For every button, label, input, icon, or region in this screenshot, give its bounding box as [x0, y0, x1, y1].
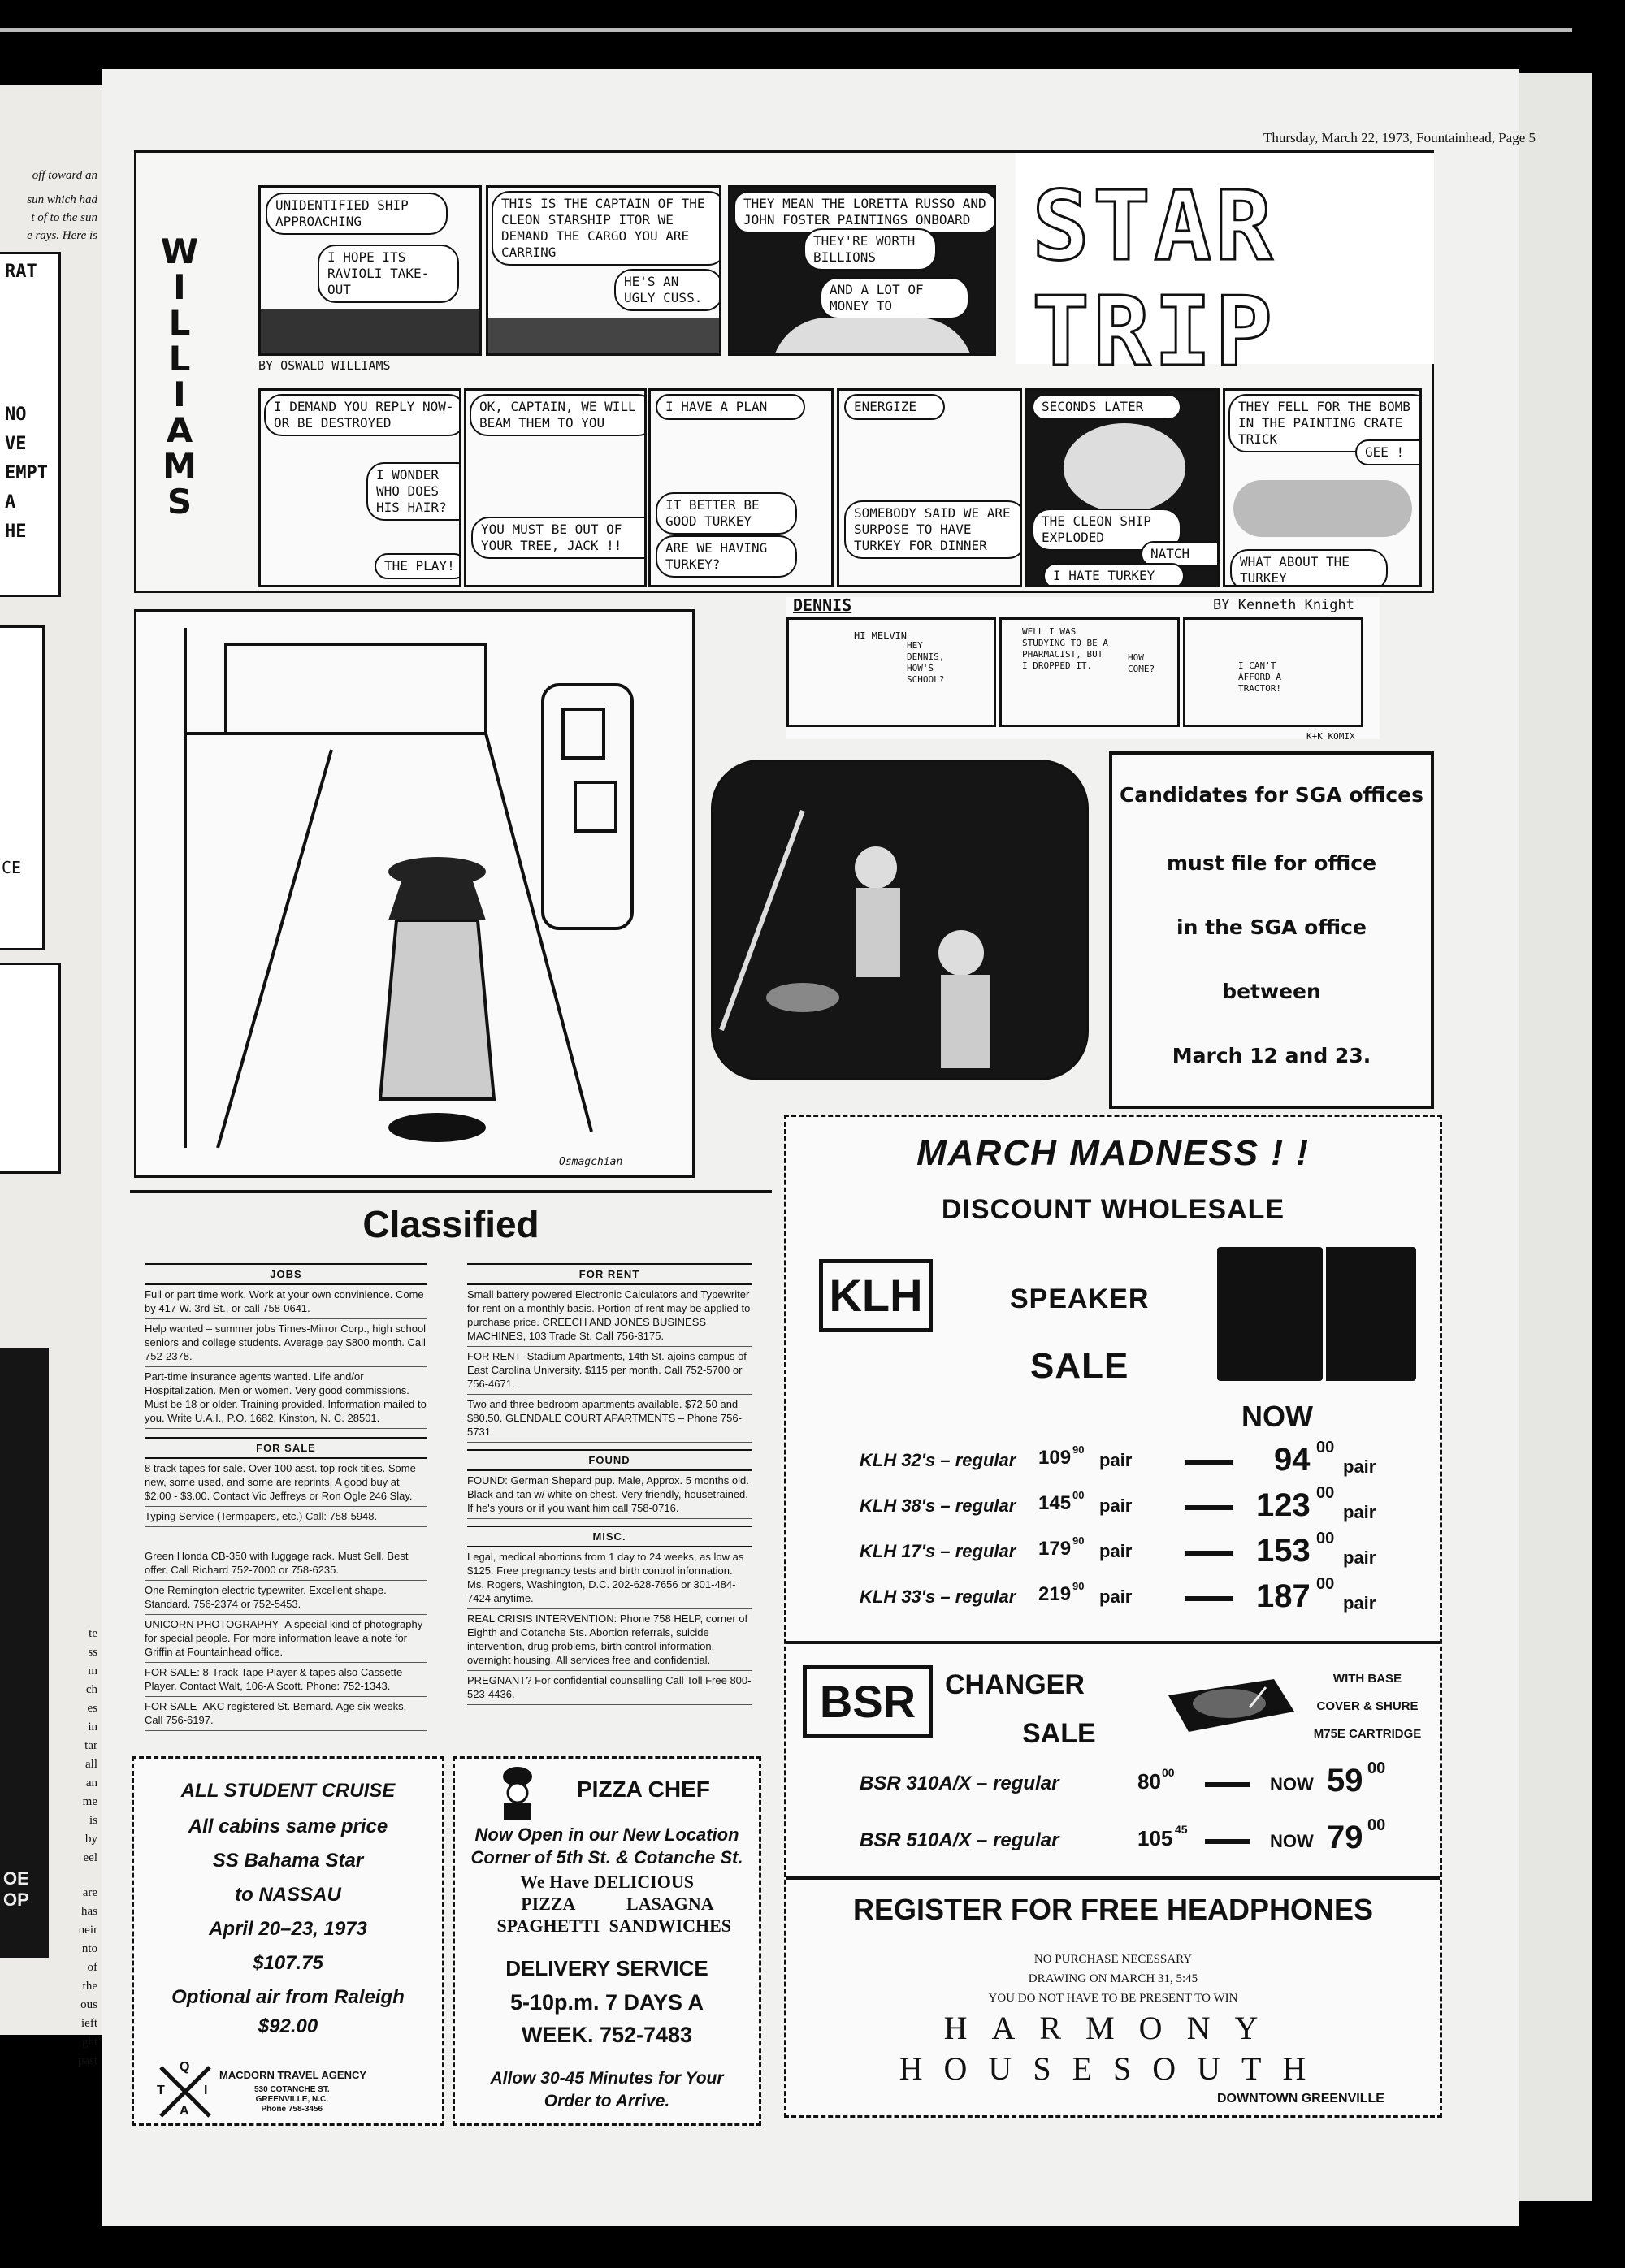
travel-agency-name: MACDORN TRAVEL AGENCY: [219, 2069, 367, 2081]
changer-sale-label: SALE: [1022, 1718, 1096, 1749]
bsr-row: BSR 510A/X – regular 105 45 NOW 79 00: [860, 1816, 1386, 1855]
left-comic-fragment: RAT NO VE EMPT A HE: [0, 252, 61, 597]
astronaut-drawing: [713, 762, 1087, 1079]
ad-divider-2: [786, 1876, 1440, 1880]
now-label: NOW: [1242, 1400, 1313, 1433]
star-trip-byline: BY OSWALD WILLIAMS: [258, 358, 391, 373]
page-header: Thursday, March 22, 1973, Fountainhead, Page 5: [1263, 130, 1536, 145]
travel-agency-address: 530 COTANCHE ST. GREENVILLE, N.C. Phone 758-3456: [254, 2085, 330, 2114]
klh-row: KLH 32's – regular 109 90 pair 94 00 pair: [860, 1439, 1376, 1478]
williams-vertical-title: W I L L I A M S: [160, 232, 199, 522]
star-trip-panel-2: THIS IS THE CAPTAIN OF THE CLEON STARSHIP ITOR WE DEMAND THE CARGO YOU ARE CARRING HE'S AN UGLY CUSS.: [486, 185, 722, 356]
dennis-title: DENNIS: [793, 595, 852, 615]
speaker-icon: [1217, 1247, 1323, 1381]
pizza-menu: PIZZA LASAGNA SPAGHETTI SANDWICHES: [496, 1894, 731, 1936]
march-madness-title: MARCH MADNESS ! !: [916, 1133, 1310, 1173]
march-madness-ad: [784, 1115, 1442, 2118]
star-trip-panel-5: OK, CAPTAIN, WE WILL BEAM THEM TO YOU YOU MUST BE OUT OF YOUR TREE, JACK !!: [464, 388, 647, 587]
discount-wholesale: DISCOUNT WHOLESALE: [941, 1194, 1285, 1225]
star-trip-panel-8: SECONDS LATER THE CLEON SHIP EXPLODED NATCH I HATE TURKEY: [1025, 388, 1220, 587]
bsr-price-list: [786, 1759, 1440, 1876]
street-illustration-drawing: [136, 612, 692, 1175]
dennis-panel-3: I CAN'T AFFORD A TRACTOR!: [1183, 617, 1363, 727]
ad-divider: [786, 1641, 1440, 1644]
astronaut-illustration: [711, 760, 1089, 1080]
dennis-credit: K+K KOMIX: [1306, 731, 1355, 742]
left-dark-ad: OE OP: [0, 1348, 49, 1958]
left-comic-fragment-2: CE: [0, 625, 45, 950]
next-page-strip: [1519, 73, 1592, 2201]
sga-notice: Candidates for SGA offices must file for office in the SGA office between March 12 and 23.: [1109, 751, 1434, 1109]
bsr-row: BSR 310A/X – regular 80 00 NOW 59 00: [860, 1759, 1386, 1798]
speaker-label: SPEAKER: [1010, 1283, 1150, 1314]
bsr-logo: BSR: [803, 1665, 933, 1738]
dennis-comic: [786, 595, 1380, 742]
fine-print: NO PURCHASE NECESSARY DRAWING ON MARCH 31, 5:45 YOU DO NOT HAVE TO BE PRESENT TO WIN: [988, 1953, 1238, 2005]
top-rule: [0, 28, 1572, 32]
register-headline: REGISTER FOR FREE HEADPHONES: [852, 1893, 1374, 1926]
star-trip-panel-4: I DEMAND YOU REPLY NOW-OR BE DESTROYED I WONDER WHO DOES HIS HAIR? THE PLAY!: [258, 388, 462, 587]
klh-row: KLH 17's – regular 179 90 pair 153 00 pair: [860, 1530, 1376, 1569]
classified-col-1: JOBS Full or part time work. Work at your own convinience. Come by 417 W. 3rd St., or call 758-0641. Help wanted – summer jobs Times-Mirror Corp., high school seniors and college students. Average pay $800 month. Call 752-2378. Part-time insurance agents wanted. Life and/or Hospitalization. Men or women. Very good commissions. Must be 18 or older. Training provided. Information mailed to you. Write U.A.I., P.O. 1682, Kinston, N. C. 28501. FOR SALE 8 track tapes for sale. Over 100 asst. top rock titles. Some new, some used, and some are reprints. A good buy at $2.00 - $3.00. Contact Vic Jeffreys or Ron Ogle 246 Slay. Typing Service (Termpapers, etc.) Call: 758-5948. Green Honda CB-350 with luggage rack. Must Sell. Best offer. Call Richard 752-7000 or 758-6235. One Remington electric typewriter. Excellent shape. Standard. 756-2374 or 752-5453. UNICORN PHOTOGRAPHY–A special kind of photography for special people. For more information leave a note for Griffin at Fountainhead office. FOR SALE: 8-Track Tape Player & tapes also Cassette Player. Contact Walt, 106-A Scott. Phone: 752-1343. FOR SALE–AKC registered St. Bernard. Age six weeks. Call 756-6197.: [145, 1263, 427, 1731]
dennis-panel-2: WELL I WAS STUDYING TO BE A PHARMACIST, BUT I DROPPED IT. HOW COME?: [999, 617, 1180, 727]
store-name-1: HARMONY: [943, 2010, 1283, 2046]
dennis-panel-1: HI MELVIN HEY DENNIS, HOW'S SCHOOL?: [786, 617, 996, 727]
store-name-2: HOUSESOUTH: [899, 2050, 1328, 2087]
pizza-chef-title: PIZZA CHEF: [577, 1777, 710, 1802]
store-location: DOWNTOWN GREENVILLE: [1217, 2092, 1384, 2106]
star-trip-panel-9: THEY FELL FOR THE BOMB IN THE PAINTING CRATE TRICK GEE ! WHAT ABOUT THE TURKEY: [1223, 388, 1422, 587]
classified-rule: [130, 1190, 772, 1193]
left-margin-text: off toward an sun which had t of to the sun e rays. Here is: [27, 169, 98, 242]
travel-agency-logo: Q T I A: [157, 2063, 214, 2120]
classified-col-2: FOR RENT Small battery powered Electronic Calculators and Typewriter for rent on a monthly basis. Portion of rent may be applied to purchase price. CREECH AND JONES BUSINESS MACHINES, 103 Trade St. Call 756-3175. FOR RENT–Stadium Apartments, 14th St. ajoins campus of East Carolina University. $115 per month. Call 752-5700 or 756-4671. Two and three bedroom apartments available. $72.50 and $80.50. GLENDALE COURT APARTMENTS – Phone 756-5731 FOUND FOUND: German Shepard pup. Male, Approx. 5 months old. Black and tan w/ white on chest. Very friendly, housetrained. If he's yours or if you want him call 758-0716. MISC. Legal, medical abortions from 1 day to 24 weeks, as low as $125. Free pregnancy tests and birth control information. Ms. Rogers, Washington, D.C. 202-628-7656 or 301-484-7424 anytime. REAL CRISIS INTERVENTION: Phone 758 HELP, corner of Eighth and Cotanche Sts. Abortion referrals, suicide intervention, drug problems, birth control information, overnight housing. All services free and confidential. PREGNANT? For confidential counselling Call Toll Free 800-523-4436.: [467, 1263, 752, 1705]
star-trip-title: STAR TRIP: [1032, 170, 1276, 387]
classified-title: Classified: [362, 1203, 540, 1245]
changer-label: CHANGER: [945, 1669, 1085, 1700]
klh-price-list: [786, 1439, 1440, 1624]
star-trip-title-panel: [1016, 153, 1434, 387]
cruise-ad: ALL STUDENT CRUISE All cabins same price SS Bahama Star to NASSAU April 20–23, 1973 $107.75 Optional air from Raleigh $92.00 Q T I A MACDORN TRAVEL AGENCY 530 COTANCHE ST. GREENVILLE, N.C. Phone 758-3456: [132, 1756, 444, 2126]
chef-icon: [496, 1765, 540, 1822]
klh-row: KLH 38's – regular 145 00 pair 123 00 pair: [860, 1484, 1376, 1523]
left-margin-words: te ss m ch es in tar all an me is by eel are has neir nto of the ous ieft ght past: [77, 1627, 98, 2067]
klh-row: KLH 33's – regular 219 90 pair 187 00 pair: [860, 1575, 1376, 1614]
pizza-chef-ad: PIZZA CHEF Now Open in our New Location Corner of 5th St. & Cotanche St. We Have DELICIOUS PIZZA LASAGNA SPAGHETTI SANDWICHES DELIVERY SERVICE 5-10p.m. 7 DAYS A WEEK. 752-7483 Allow 30-45 Minutes for Your Order to Arrive.: [453, 1756, 761, 2126]
star-trip-panel-3: THEY MEAN THE LORETTA RUSSO AND JOHN FOSTER PAINTINGS ONBOARD THEY'RE WORTH BILLIONS AND A LOT OF MONEY TO: [728, 185, 996, 356]
turntable-icon: [1152, 1663, 1298, 1744]
star-trip-comic: [134, 150, 1434, 593]
speaker-icon-2: [1323, 1247, 1416, 1381]
illustration-signature: Osmagchian: [559, 1156, 623, 1168]
street-illustration: [134, 609, 695, 1178]
star-trip-panel-7: ENERGIZE SOMEBODY SAID WE ARE SURPOSE TO HAVE TURKEY FOR DINNER: [837, 388, 1022, 587]
speaker-sale-label: SALE: [1030, 1346, 1129, 1386]
bsr-includes: WITH BASE COVER & SHURE M75E CARTRIDGE: [1313, 1672, 1422, 1741]
klh-logo: KLH: [819, 1259, 933, 1332]
left-comic-fragment-3: [0, 963, 61, 1174]
star-trip-panel-6: I HAVE A PLAN IT BETTER BE GOOD TURKEY ARE WE HAVING TURKEY?: [648, 388, 834, 587]
star-trip-panel-1: UNIDENTIFIED SHIP APPROACHING I HOPE ITS RAVIOLI TAKE-OUT: [258, 185, 482, 356]
dennis-byline: BY Kenneth Knight: [1213, 597, 1354, 613]
